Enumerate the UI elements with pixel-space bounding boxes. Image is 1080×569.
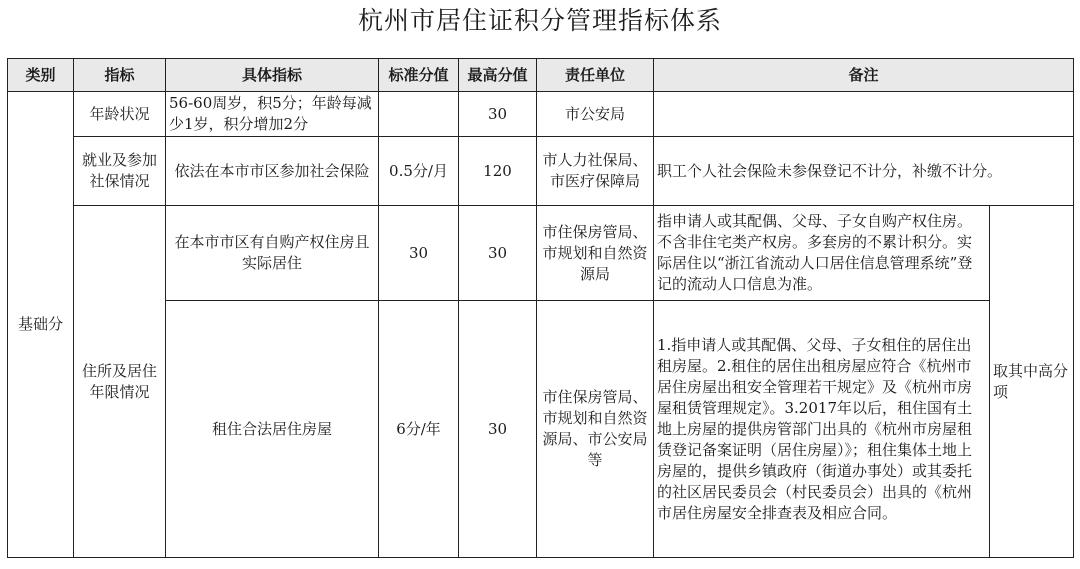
header-detail: 具体指标	[166, 59, 379, 92]
category-cell: 基础分	[8, 92, 74, 558]
max-score-cell: 120	[459, 137, 537, 206]
indicator-cell: 住所及居住年限情况	[74, 206, 166, 558]
unit-cell: 市住保房管局、市规划和自然资源局	[537, 206, 654, 301]
table-row	[8, 301, 1074, 558]
standard-score-cell	[379, 92, 459, 137]
max-score-cell: 30	[459, 301, 537, 558]
unit-cell: 市公安局	[537, 92, 654, 137]
remark-cell: 指申请人或其配偶、父母、子女自购产权住房。不含非住宅类产权房。多套房的不累计积分。实际居住以“浙江省流动人口居住信息管理系统”登记的流动人口信息为准。	[654, 206, 990, 301]
page-title: 杭州市居住证积分管理指标体系	[357, 6, 722, 35]
table-row	[8, 206, 1074, 301]
header-responsible-unit: 责任单位	[537, 59, 654, 92]
max-score-cell: 30	[459, 206, 537, 301]
table-row	[8, 137, 1074, 206]
indicator-table	[7, 58, 1074, 558]
header-category: 类别	[8, 59, 74, 92]
standard-score-cell: 30	[379, 206, 459, 301]
header-remarks: 备注	[654, 59, 1074, 92]
standard-score-cell: 6分/年	[379, 301, 459, 558]
table-row	[8, 92, 1074, 137]
detail-cell: 在本市市区有自购产权住房且实际居住	[166, 206, 379, 301]
header-indicator: 指标	[74, 59, 166, 92]
detail-cell: 56-60周岁，积5分；年龄每减少1岁，积分增加2分	[166, 92, 379, 137]
remark-cell: 1.指申请人或其配偶、父母、子女租住的居住出租房屋。2.租住的居住出租房屋应符合《杭州市居住房屋出租安全管理若干规定》及《杭州市房屋租赁管理规定》。3.2017年以后，租住国有土地上房屋的提供房管部门出具的《杭州市房屋租赁登记备案证明（居住房屋）》；租住集体土地上房屋的，提供乡镇政府（街道办事处）或其委托的社区居民委员会（村民委员会）出具的《杭州市居住房屋安全排查表及相应合同。	[654, 301, 990, 558]
remark-cell: 职工个人社会保险未参保登记不计分，补缴不计分。	[654, 137, 1074, 206]
detail-cell: 租住合法居住房屋	[166, 301, 379, 558]
table-header-row	[8, 59, 1074, 92]
merged-note-cell: 取其中高分项	[990, 206, 1074, 558]
detail-cell: 依法在本市市区参加社会保险	[166, 137, 379, 206]
unit-cell: 市住保房管局、市规划和自然资源局、市公安局等	[537, 301, 654, 558]
standard-score-cell: 0.5分/月	[379, 137, 459, 206]
indicator-cell: 就业及参加社保情况	[74, 137, 166, 206]
header-standard-score: 标准分值	[379, 59, 459, 92]
header-max-score: 最高分值	[459, 59, 537, 92]
max-score-cell: 30	[459, 92, 537, 137]
indicator-cell: 年龄状况	[74, 92, 166, 137]
remark-cell	[654, 92, 1074, 137]
unit-cell: 市人力社保局、市医疗保障局	[537, 137, 654, 206]
